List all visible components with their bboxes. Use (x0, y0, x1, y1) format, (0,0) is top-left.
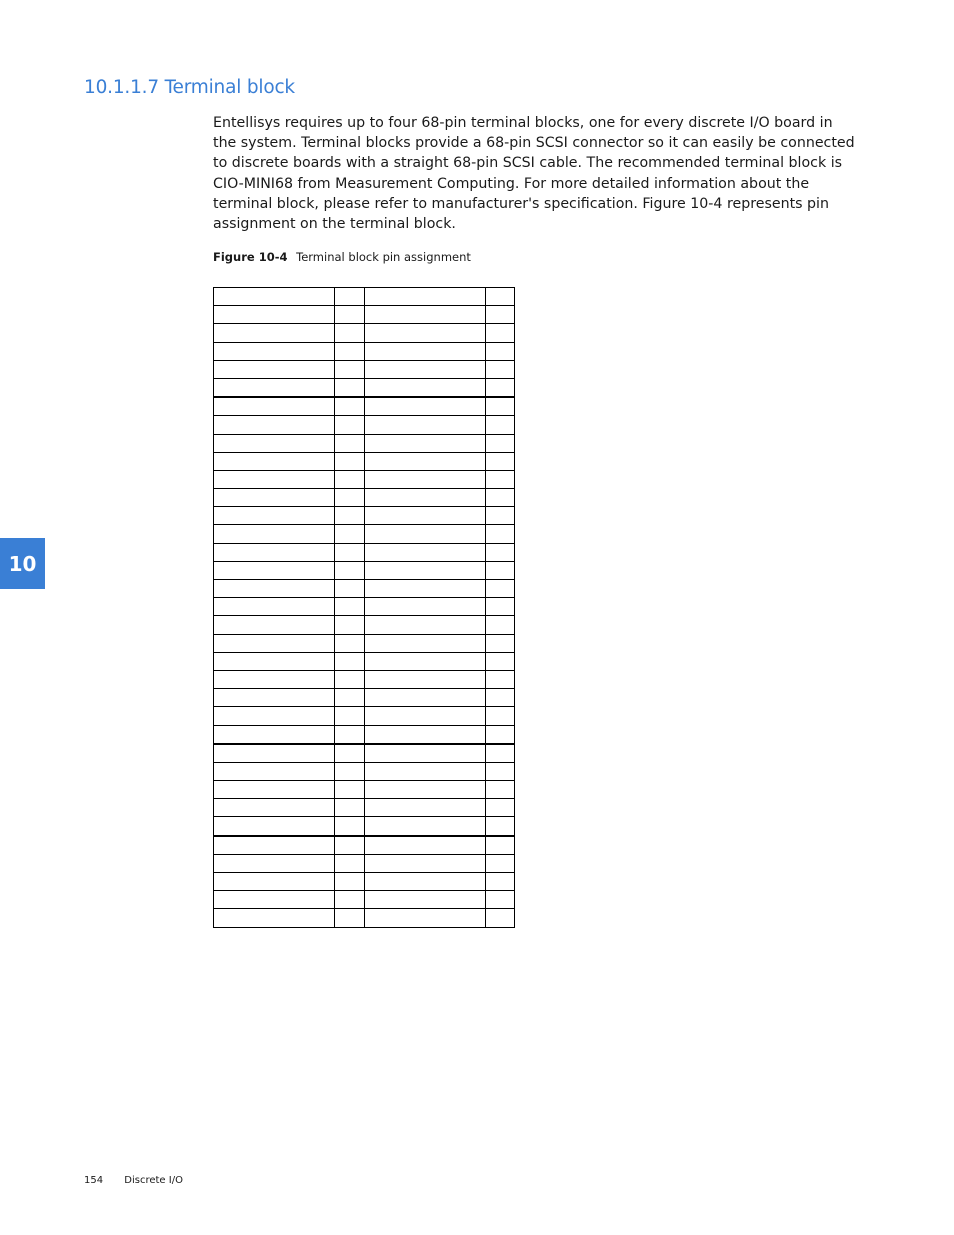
table-cell (486, 725, 515, 744)
table-cell (214, 288, 335, 306)
table-cell (365, 854, 486, 872)
table-cell (486, 507, 515, 525)
table-cell (486, 634, 515, 652)
table-cell (214, 543, 335, 561)
table-row (214, 744, 515, 763)
table-row (214, 652, 515, 670)
page-number: 154 (84, 1175, 104, 1186)
table-cell (214, 909, 335, 927)
table-row (214, 616, 515, 634)
table-cell (365, 634, 486, 652)
table-cell (335, 725, 365, 744)
table-row (214, 725, 515, 744)
table-cell (335, 891, 365, 909)
pin-assignment-table (213, 287, 515, 928)
table-cell (486, 799, 515, 817)
table-row (214, 324, 515, 342)
footer-chapter-title: Discrete I/O (124, 1175, 183, 1186)
page-footer (84, 1175, 183, 1186)
table-cell (365, 342, 486, 360)
table-row (214, 580, 515, 598)
table-cell (365, 689, 486, 707)
table-cell (214, 489, 335, 507)
table-cell (214, 836, 335, 855)
table-cell (365, 470, 486, 488)
table-cell (214, 525, 335, 543)
table-cell (335, 470, 365, 488)
table-cell (214, 397, 335, 416)
table-cell (214, 324, 335, 342)
table-row (214, 909, 515, 927)
table-cell (214, 561, 335, 579)
table-cell (486, 342, 515, 360)
table-cell (335, 744, 365, 763)
table-cell (335, 360, 365, 378)
table-cell (486, 707, 515, 725)
chapter-tab (0, 538, 45, 589)
table-row (214, 360, 515, 378)
table-cell (365, 616, 486, 634)
table-cell (365, 306, 486, 324)
table-cell (335, 707, 365, 725)
table-cell (486, 452, 515, 470)
table-cell (214, 434, 335, 452)
table-cell (365, 561, 486, 579)
table-cell (335, 324, 365, 342)
table-cell (365, 543, 486, 561)
table-cell (365, 744, 486, 763)
figure-caption (213, 250, 471, 264)
table-cell (214, 670, 335, 688)
table-cell (365, 909, 486, 927)
table-cell (335, 817, 365, 836)
body-paragraph: Entellisys requires up to four 68-pin terminal blocks, one for every discrete I/O board in the system. Terminal blocks provide a 68-pin SCSI connector so it can easily be connected to discrete boards with a straight 68-pin SCSI cable. The recommended terminal block is CIO-MINI68 from Measurement Computing. For more detailed information about the terminal block, please refer to manufacturer's specification. Figure 10-4 represents pin assignment on the terminal block. (213, 115, 855, 233)
table-cell (486, 854, 515, 872)
table-cell (214, 799, 335, 817)
table-cell (365, 416, 486, 434)
table-cell (214, 762, 335, 780)
table-row (214, 306, 515, 324)
figure-number: Figure 10-4 (213, 250, 288, 264)
table-cell (335, 397, 365, 416)
table-cell (214, 598, 335, 616)
table-cell (486, 580, 515, 598)
table-row (214, 434, 515, 452)
table-cell (335, 854, 365, 872)
table-cell (335, 652, 365, 670)
table-cell (214, 470, 335, 488)
table-cell (486, 891, 515, 909)
table-cell (486, 762, 515, 780)
table-cell (486, 397, 515, 416)
table-cell (486, 652, 515, 670)
table-cell (486, 360, 515, 378)
table-cell (214, 854, 335, 872)
table-cell (214, 634, 335, 652)
table-cell (365, 652, 486, 670)
table-row (214, 854, 515, 872)
table-cell (486, 561, 515, 579)
table-row (214, 689, 515, 707)
table-cell (486, 489, 515, 507)
table-cell (486, 525, 515, 543)
table-cell (365, 891, 486, 909)
table-cell (214, 891, 335, 909)
table-cell (486, 543, 515, 561)
table-cell (335, 378, 365, 397)
table-cell (486, 817, 515, 836)
table-cell (486, 689, 515, 707)
table-row (214, 836, 515, 855)
table-cell (365, 580, 486, 598)
table-row (214, 416, 515, 434)
table-cell (335, 598, 365, 616)
table-cell (335, 670, 365, 688)
figure-caption-text: Terminal block pin assignment (296, 250, 471, 264)
table-cell (365, 817, 486, 836)
table-cell (486, 434, 515, 452)
table-cell (335, 288, 365, 306)
table-cell (214, 744, 335, 763)
table-row (214, 634, 515, 652)
table-row (214, 873, 515, 891)
table-cell (365, 670, 486, 688)
table-cell (365, 397, 486, 416)
table-cell (214, 580, 335, 598)
table-cell (486, 744, 515, 763)
table-cell (365, 762, 486, 780)
table-cell (365, 799, 486, 817)
table-cell (214, 306, 335, 324)
table-cell (214, 342, 335, 360)
table-cell (214, 873, 335, 891)
table-cell (365, 434, 486, 452)
table-cell (486, 836, 515, 855)
table-row (214, 378, 515, 397)
table-row (214, 598, 515, 616)
table-cell (214, 781, 335, 799)
table-cell (365, 360, 486, 378)
table-row (214, 891, 515, 909)
table-cell (486, 909, 515, 927)
table-cell (486, 670, 515, 688)
table-cell (335, 561, 365, 579)
table-cell (335, 489, 365, 507)
table-cell (335, 634, 365, 652)
table-cell (214, 452, 335, 470)
table-cell (214, 689, 335, 707)
table-row (214, 470, 515, 488)
table-cell (335, 616, 365, 634)
table-cell (486, 416, 515, 434)
table-cell (335, 781, 365, 799)
chapter-tab-label: 10 (8, 551, 37, 576)
table-row (214, 707, 515, 725)
table-cell (486, 324, 515, 342)
table-cell (214, 360, 335, 378)
table-cell (214, 725, 335, 744)
table-cell (365, 707, 486, 725)
table-cell (335, 452, 365, 470)
table-row (214, 452, 515, 470)
table-row (214, 397, 515, 416)
table-cell (365, 507, 486, 525)
table-cell (335, 762, 365, 780)
table-cell (335, 836, 365, 855)
table-cell (335, 580, 365, 598)
table-cell (365, 598, 486, 616)
table-cell (486, 616, 515, 634)
table-cell (365, 324, 486, 342)
table-cell (214, 507, 335, 525)
table-cell (335, 342, 365, 360)
table-row (214, 525, 515, 543)
table-row (214, 507, 515, 525)
table-cell (486, 306, 515, 324)
table-cell (335, 543, 365, 561)
table-row (214, 561, 515, 579)
table-cell (365, 288, 486, 306)
table-row (214, 670, 515, 688)
table-row (214, 799, 515, 817)
table-cell (335, 306, 365, 324)
table-cell (365, 489, 486, 507)
table-row (214, 817, 515, 836)
table-cell (335, 873, 365, 891)
table-cell (486, 873, 515, 891)
table-row (214, 762, 515, 780)
table-cell (486, 598, 515, 616)
table-cell (335, 689, 365, 707)
table-row (214, 489, 515, 507)
table-cell (486, 470, 515, 488)
table-cell (214, 378, 335, 397)
table-row (214, 288, 515, 306)
table-row (214, 342, 515, 360)
table-cell (214, 416, 335, 434)
table-cell (335, 434, 365, 452)
table-cell (214, 652, 335, 670)
table-cell (486, 288, 515, 306)
table-row (214, 543, 515, 561)
table-cell (365, 873, 486, 891)
table-cell (486, 378, 515, 397)
section-heading: 10.1.1.7 Terminal block (84, 77, 295, 98)
table-cell (365, 725, 486, 744)
table-cell (214, 616, 335, 634)
table-cell (365, 781, 486, 799)
table-cell (335, 416, 365, 434)
table-cell (365, 378, 486, 397)
table-cell (335, 507, 365, 525)
table-cell (486, 781, 515, 799)
table-cell (365, 452, 486, 470)
table-cell (365, 525, 486, 543)
table-cell (335, 799, 365, 817)
table-cell (335, 525, 365, 543)
table-cell (365, 836, 486, 855)
table-cell (214, 817, 335, 836)
table-row (214, 781, 515, 799)
table-cell (214, 707, 335, 725)
table-cell (335, 909, 365, 927)
